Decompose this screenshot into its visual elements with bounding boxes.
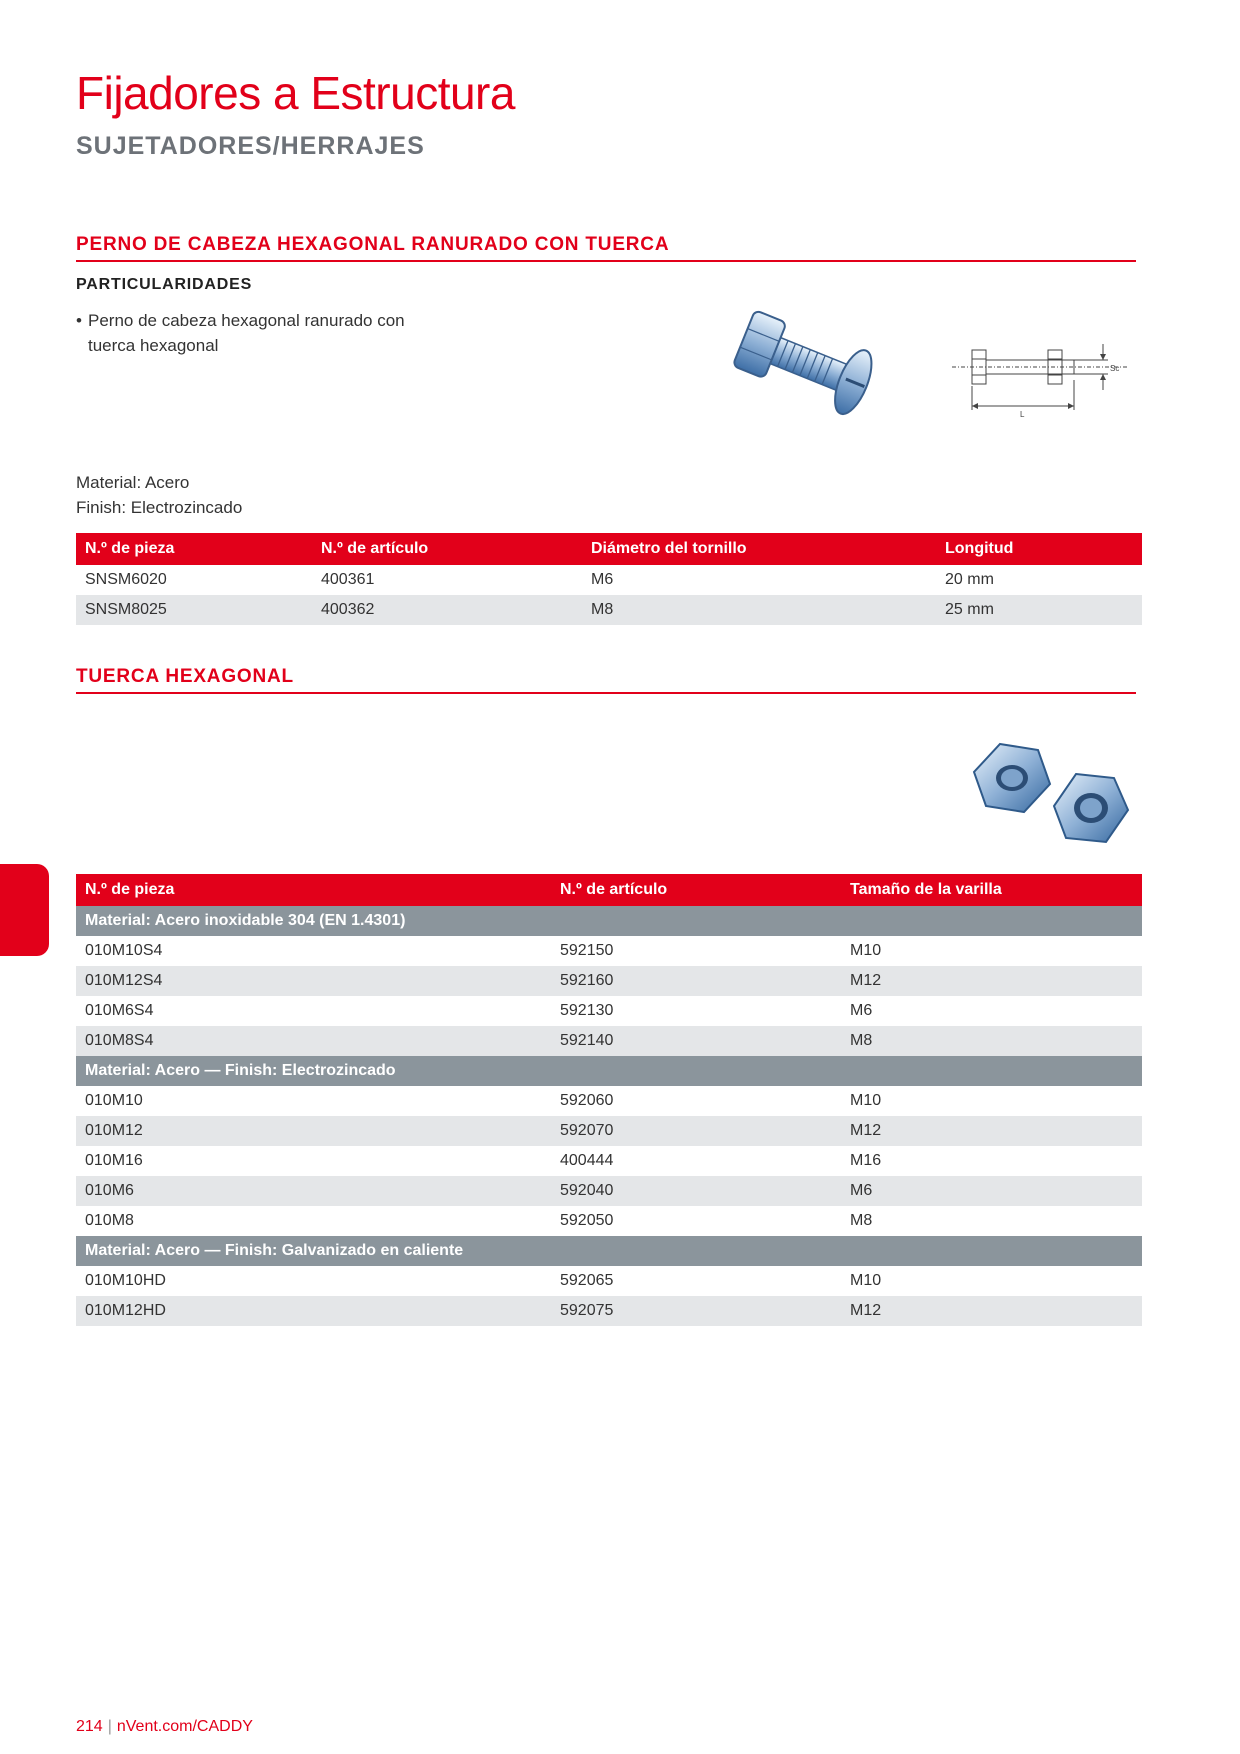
cell-rod-size: M12: [841, 966, 1142, 996]
cell-article-number: 592160: [551, 966, 841, 996]
page-title: Fijadores a Estructura: [76, 67, 515, 119]
table-row: [76, 1146, 1142, 1176]
group-label: Material: Acero — Finish: Galvanizado en caliente: [76, 1236, 1142, 1266]
cell-article-number: 592130: [560, 1002, 614, 1019]
table-header-row: [76, 533, 1142, 565]
col-header-length: Longitud: [936, 533, 1142, 565]
cell-article-number: 592040: [551, 1176, 841, 1206]
col-header-part-number: N.º de pieza: [76, 533, 312, 565]
features-heading: PARTICULARIDADES: [76, 276, 253, 293]
group-label: Material: Acero inoxidable 304 (EN 1.4301): [76, 906, 1142, 936]
table-row: [76, 1116, 1142, 1146]
col-header-diameter: Diámetro del tornillo: [582, 533, 936, 565]
cell-article-number: 400361: [321, 571, 375, 588]
cell-part-number: 010M12HD: [76, 1296, 551, 1326]
cell-rod-size: M12: [841, 1116, 1142, 1146]
bolt-material: Material: Acero: [76, 473, 190, 492]
bolt-product-image: [728, 290, 878, 440]
table-row: [76, 966, 1142, 996]
cell-diameter: M6: [591, 571, 614, 588]
cell-part-number: SNSM6020: [85, 571, 167, 588]
table-row: [76, 565, 1142, 595]
nut-product-image: [958, 738, 1138, 858]
bolt-table: [76, 533, 1142, 625]
table-row: [76, 1086, 1142, 1116]
cell-article-number: 592050: [560, 1212, 614, 1229]
cell-part-number: SNSM8025: [76, 595, 312, 625]
page-subtitle: SUJETADORES/HERRAJES: [76, 132, 425, 160]
table-row: [76, 1296, 1142, 1326]
feature-bullet: [76, 308, 456, 358]
table-header-row: [76, 874, 1142, 906]
nut-section-title: TUERCA HEXAGONAL: [76, 666, 1136, 694]
cell-rod-size: M8: [850, 1212, 873, 1229]
cell-part-number: 010M12S4: [76, 966, 551, 996]
cell-rod-size: M8: [841, 1026, 1142, 1056]
col-header-article-number: N.º de artículo: [312, 533, 582, 565]
cell-article-number: 400362: [312, 595, 582, 625]
bolt-section-title: PERNO DE CABEZA HEXAGONAL RANURADO CON TUERCA: [76, 234, 1136, 262]
cell-part-number: 010M10HD: [85, 1272, 166, 1289]
cell-part-number: 010M10S4: [85, 942, 163, 959]
table-row: [76, 936, 1142, 966]
cell-rod-size: M10: [850, 1092, 882, 1109]
col-header-rod-size: Tamaño de la varilla: [841, 874, 1142, 906]
table-row: [76, 996, 1142, 1026]
group-row: [76, 1056, 1142, 1086]
side-section-tab: [0, 864, 49, 956]
cell-part-number: 010M8: [85, 1212, 134, 1229]
cell-article-number: 400444: [560, 1152, 614, 1169]
col-header-article-number: N.º de artículo: [551, 874, 841, 906]
group-row: [76, 1236, 1142, 1266]
cell-part-number: 010M6S4: [85, 1002, 154, 1019]
cell-length: 25 mm: [936, 595, 1142, 625]
footer-site-link[interactable]: nVent.com/CADDY: [116, 1718, 253, 1735]
table-row: [76, 1266, 1142, 1296]
bullet-dot: •: [76, 311, 82, 330]
cell-part-number: 010M6: [76, 1176, 551, 1206]
table-row: [76, 595, 1142, 625]
cell-rod-size: M6: [850, 1002, 873, 1019]
cell-rod-size: M10: [850, 1272, 882, 1289]
page-number: 214: [76, 1718, 103, 1735]
feature-bullet-text: Perno de cabeza hexagonal ranurado con tuerca hexagonal: [88, 311, 405, 355]
cell-article-number: 592075: [551, 1296, 841, 1326]
cell-article-number: 592150: [560, 942, 614, 959]
cell-part-number: 010M12: [76, 1116, 551, 1146]
group-row: [76, 906, 1142, 936]
cell-rod-size: M12: [841, 1296, 1142, 1326]
bolt-finish: Finish: Electrozincado: [76, 498, 243, 517]
nut-table: [76, 874, 1142, 1326]
page-footer: [76, 1718, 253, 1736]
cell-part-number: 010M16: [85, 1152, 143, 1169]
cell-part-number: 010M10: [85, 1092, 143, 1109]
table-row: [76, 1026, 1142, 1056]
table-row: [76, 1176, 1142, 1206]
footer-separator: |: [107, 1718, 112, 1735]
group-label: Material: Acero — Finish: Electrozincado: [76, 1056, 1142, 1086]
cell-part-number: 010M8S4: [76, 1026, 551, 1056]
cell-rod-size: M6: [841, 1176, 1142, 1206]
drawing-label-length: L: [1020, 410, 1025, 419]
cell-article-number: 592070: [551, 1116, 841, 1146]
cell-article-number: 592065: [560, 1272, 614, 1289]
bolt-technical-drawing: [950, 340, 1140, 420]
table-row: [76, 1206, 1142, 1236]
drawing-label-diameter: Sc: [1110, 364, 1120, 373]
col-header-part-number: N.º de pieza: [76, 874, 551, 906]
cell-diameter: M8: [582, 595, 936, 625]
cell-rod-size: M16: [850, 1152, 882, 1169]
cell-rod-size: M10: [850, 942, 882, 959]
cell-length: 20 mm: [945, 571, 994, 588]
cell-article-number: 592060: [560, 1092, 614, 1109]
cell-article-number: 592140: [551, 1026, 841, 1056]
